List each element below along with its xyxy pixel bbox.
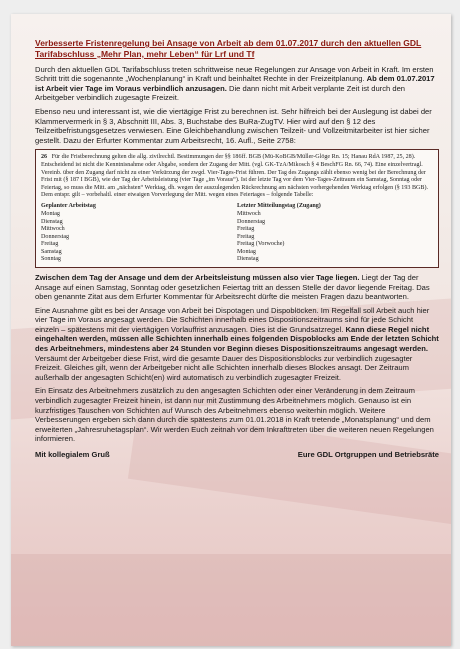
quote-table-header: Geplanter Arbeitstag [41, 202, 96, 209]
dispo-text-end: Versäumt der Arbeitgeber diese Frist, wird die gesamte Dauer des Dispositionsblocks zur verbindlich zugesagter Freizeit. Gleiches gilt, wenn der Arbeitgeber nicht alle Schichten innerhalb dieses Blockes ansagt. Der Zeitraum außerhalb der angesagten Schicht(en) wird automatisch zu verbindlich zugesagter Freizeit. [35, 353, 413, 382]
table-cell: Montag [237, 248, 256, 255]
dispo-text: Eine Ausnahme gibt es bei der Ansage von Arbeit bei Dispotagen und Dispoblöcken. Im Regelfall soll Arbeit auch hier vier Tage im Voraus angesagt werden. Die Schichten innerhalb eines Dispositionszeitraums sind für jede Schicht einzeln – spätestens mit der viertägigen Vorlauffrist anzusagen. Dies ist die Grundsatzregel. [35, 305, 430, 334]
intro-paragraph [35, 65, 439, 103]
table-cell: Samstag [41, 248, 62, 255]
frist-paragraph: Ebenso neu und interessant ist, wie die viertägige Frist zu berechnen ist. Sehr hilfreich bei der Auslegung ist dabei der Klammervermerk in § 3, Abschnitt III, Abs. 3, Buchstabe des BuRa-ZugTV. Hier wird auf den § 12 des Teilzeitbefristungsgesetzes verwiesen. Eine Gleichbehandlung zwischen Teilzeit- und Vollzeitmitarbeiter ist hier sicher gestellt. Dazu der Erfurter Kommentar zum Arbeitsrecht, 16. Aufl., Seite 2758: [35, 106, 432, 145]
document-page [11, 14, 451, 646]
quote-table-col-notice-day [237, 203, 433, 264]
signature: Eure GDL Ortgruppen und Betriebsräte [297, 450, 439, 459]
table-cell: Dienstag [41, 218, 63, 225]
quote-table-col-workday [41, 203, 237, 264]
closing-paragraph: Ein Einsatz des Arbeitnehmers zusätzlich zu den angesagten Schichten oder einer Veränderung in dem Zeitraum verbindlich zugesagter Freizeit hinein, ist dann nur mit Zustimmung des Arbeitnehmers möglich. Genauso ist ein kurzfristiges Tauschen von Schichten auf Wunsch des Arbeitnehmers ebenso weiterhin möglich. Weitere Verbesserungen ergeben sich dann durch die spätestens zum 01.01.2018 in Kraft tretende „Monatsplanung“ und dem erweiterten „Jahresruhetagsplan“. Wir werden Euch zeitnah vor dem Inkrafttreten über die weiteren neuen Regelungen informieren. [35, 386, 434, 444]
four-days-text: Liegt der Tag der Ansage auf einen Samstag, Sonntag oder gesetzlichen Feiertag tritt an dessen Stelle der davor liegende Freitag. Das oben genannte Zitat aus dem Erfurter Kommentar für Arbeitsrecht dürfte die meisten Fragen dazu beantworten. [35, 272, 430, 302]
signature-line [35, 450, 439, 459]
quote-table [41, 203, 433, 264]
background-shape [11, 554, 451, 646]
quote-text: Für die Fristberechnung gelten die allg. zivilrechtl. Bestimmungen der §§ 186ff. BGB (Mü-KoBGB/Müller-Glöge Rn. 15; Hanau RdA 1987, 25, 28). Entscheidend ist nicht die Kenntnisnahme oder Abgabe, sondern der Zugang der Mitt. (vgl. GK-TzA/Mikosch § 4 BeschFG Rn. 66, 74). Eine einzelvertragl. Vereinb. über den Zugang darf nicht zu einer Verkürzung der zwgd. Vier-Tages-Frist führen. Der Tag des Zugangs zählt ebenso wenig bei der Berechnung der Frist mit (§ 187 I BGB), wie der Tag der Arbeitsleistung (vier Tage „im Voraus“). Ist der letzte Tag vor dem Vier-Tages-Zeitraum ein Samstag, Sonntag oder Feiertag, so muss die Mitt. am „nächsten“ Werktag, dh. wegen der auszulegenden Rückrechnung am nächsten vorhergehenden Werktag erfolgen (§ 193 BGB). Dem entspr. gilt – vorbehaltl. einer etwaigen Vorverlegung der Mitt. wegen eines Feiertages – folgende Tabelle: [41, 154, 429, 199]
table-cell: Montag [41, 211, 60, 218]
intro-emphasis: Ab dem 01.07.2017 ist Arbeit vier Tage im Voraus verbindlich anzusagen. [35, 74, 435, 93]
quote-margin-number: 26 [41, 154, 48, 161]
commentary-quote-box [35, 149, 439, 268]
table-cell: Freitag (Vorwoche) [237, 241, 285, 248]
quote-table-header: Letzter Mitteilungstag (Zugang) [237, 202, 321, 209]
document-content [35, 38, 439, 459]
quote-text-block [41, 154, 433, 200]
table-cell: Freitag [41, 241, 59, 248]
dispo-paragraph [35, 306, 439, 383]
four-days-emphasis: Zwischen dem Tag der Ansage und dem der Arbeitsleistung müssen also vier Tage liegen. [35, 272, 360, 282]
four-days-paragraph [35, 273, 439, 302]
table-cell: Donnerstag [41, 233, 70, 240]
intro-text-end: Die dann nicht mit Arbeit verplante Zeit ist durch den Arbeitgeber verbindlich zugesagte Freizeit. [35, 83, 406, 103]
table-cell: Freitag [237, 233, 255, 240]
intro-text: Durch den aktuellen GDL Tarifabschluss treten schrittweise neue Regelungen zur Ansage von Arbeit in Kraft. Im ersten Schritt tritt die sogenannte „Wochenplanung“ in Kraft und beinhaltet Rechte in der Freizeitplanung. [35, 64, 434, 84]
document-title: Verbesserte Fristenregelung bei Ansage von Arbeit ab dem 01.07.2017 durch den aktuellen GDL Tarifabschluss „Mehr Plan, mehr Leben“ für Lrf und Tf [35, 38, 422, 59]
table-cell: Sonntag [41, 256, 61, 263]
table-cell: Mittwoch [237, 211, 261, 218]
dispo-emphasis: Kann diese Regel nicht eingehalten werden, müssen alle Schichten innerhalb eines folgenden Dispoblocks am Ende der letzten Schicht des Arbeitnehmers, mindestens aber 24 Stunden vor Beginn dieses Dispositionszeitraums angesagt werden. [35, 324, 439, 354]
table-cell: Freitag [237, 226, 255, 233]
greeting: Mit kollegialem Gruß [35, 450, 110, 459]
table-cell: Dienstag [237, 256, 259, 263]
table-cell: Donnerstag [237, 218, 266, 225]
table-cell: Mittwoch [41, 226, 65, 233]
